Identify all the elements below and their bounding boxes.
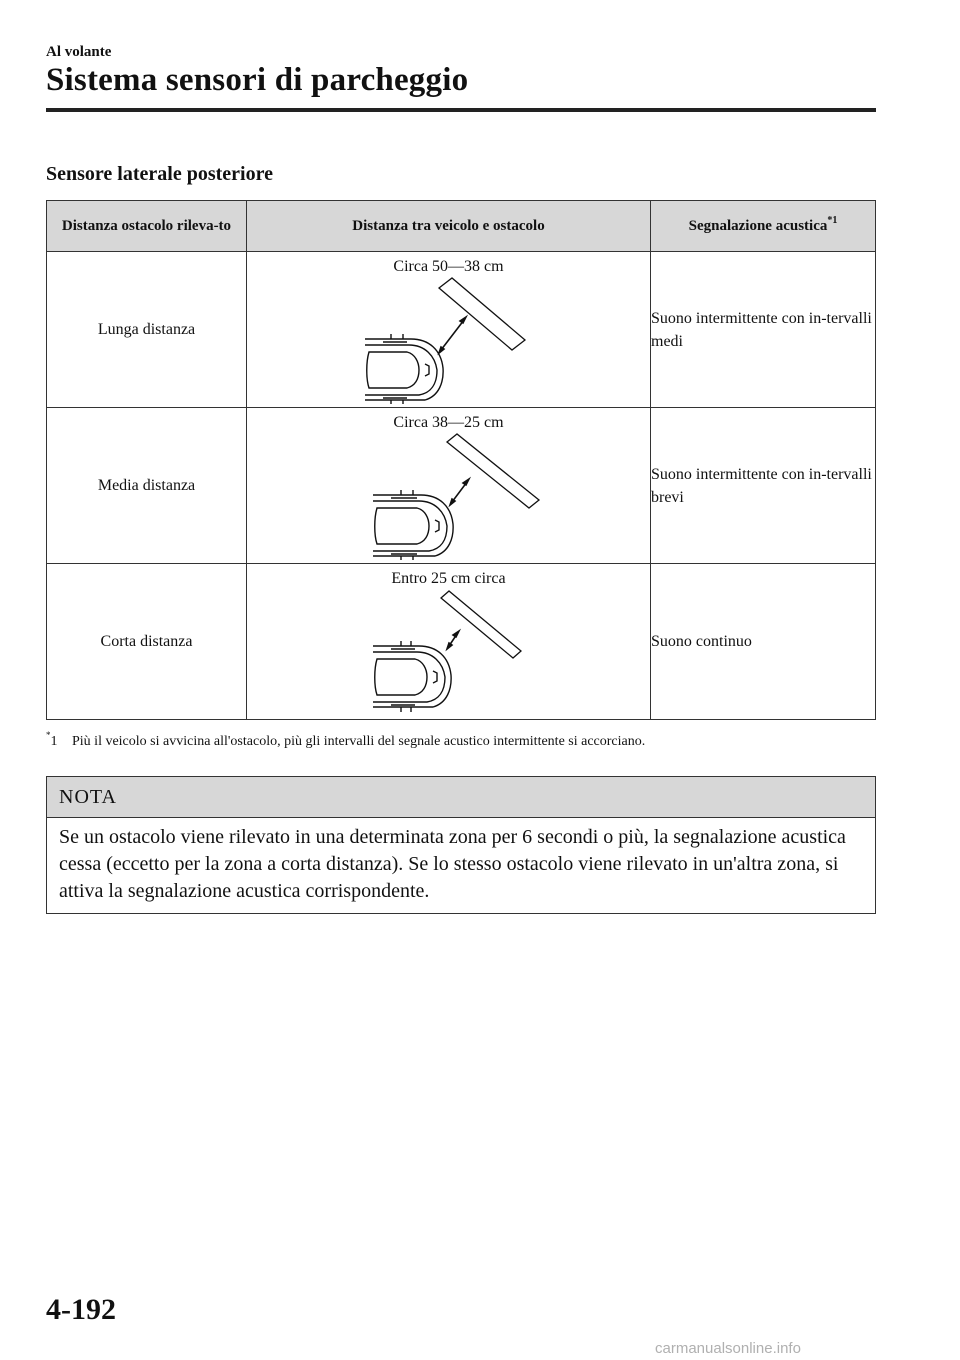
footnote — [46, 730, 646, 750]
detected-distance-cell: Lunga distanza — [47, 252, 247, 408]
header-acoustic-signal-label: Segnalazione acustica — [688, 217, 828, 234]
footnote-marker — [46, 730, 72, 750]
distance-figure-cell — [247, 564, 651, 720]
table-header-row — [47, 201, 876, 252]
table-row — [47, 252, 876, 408]
header-vehicle-obstacle-distance: Distanza tra veicolo e ostacolo — [247, 201, 651, 252]
page-title: Sistema sensori di parcheggio — [46, 62, 469, 98]
car-obstacle-diagram — [349, 588, 549, 716]
car-obstacle-diagram — [349, 432, 549, 560]
distance-figure-cell — [247, 252, 651, 408]
chapter-label: Al volante — [46, 44, 112, 60]
header-acoustic-signal — [651, 201, 876, 252]
distance-range: Circa 38—25 cm — [393, 413, 504, 431]
table-row — [47, 408, 876, 564]
note-box — [46, 776, 876, 914]
distance-arrow-icon — [450, 479, 469, 505]
footnote-asterisk: * — [46, 730, 51, 740]
detected-distance-cell: Media distanza — [47, 408, 247, 564]
footnote-number: 1 — [50, 734, 58, 749]
sensor-distance-table — [46, 200, 876, 720]
obstacle-bar — [439, 278, 525, 350]
detected-distance-cell: Corta distanza — [47, 564, 247, 720]
distance-arrow-icon — [447, 631, 459, 649]
watermark: carmanualsonline.info — [655, 1340, 801, 1357]
car-top-view-icon — [373, 641, 451, 712]
car-obstacle-diagram — [349, 276, 549, 404]
obstacle-bar — [441, 591, 521, 658]
distance-range: Entro 25 cm circa — [391, 569, 506, 587]
note-title: NOTA — [47, 777, 875, 818]
obstacle-bar — [447, 434, 539, 508]
header-footnote-ref: *1 — [827, 214, 838, 226]
car-top-view-icon — [373, 490, 453, 560]
section-title: Sensore laterale posteriore — [46, 163, 273, 185]
distance-range: Circa 50—38 cm — [393, 257, 504, 275]
acoustic-signal-cell: Suono intermittente con in-tervalli brevi — [651, 408, 876, 564]
note-text: Se un ostacolo viene rilevato in una determinata zona per 6 secondi o più, la segnalazione acustica cessa (eccetto per la zona a corta distanza). Se lo stesso ostacolo viene rilevato in un'altra zona, si attiva la segnalazione acustica corrispondente. — [59, 826, 846, 902]
acoustic-signal-cell: Suono continuo — [651, 564, 876, 720]
footnote-text: Più il veicolo si avvicina all'ostacolo, più gli intervalli del segnale acustico intermittente si accorciano. — [72, 734, 646, 749]
distance-arrow-icon — [439, 317, 466, 353]
header-divider — [46, 108, 876, 112]
page-number: 4-192 — [46, 1293, 116, 1326]
distance-figure-cell — [247, 408, 651, 564]
car-top-view-icon — [365, 334, 443, 404]
table-row — [47, 564, 876, 720]
acoustic-signal-cell: Suono intermittente con in-tervalli medi — [651, 252, 876, 408]
header-detected-distance: Distanza ostacolo rileva-to — [47, 201, 247, 252]
